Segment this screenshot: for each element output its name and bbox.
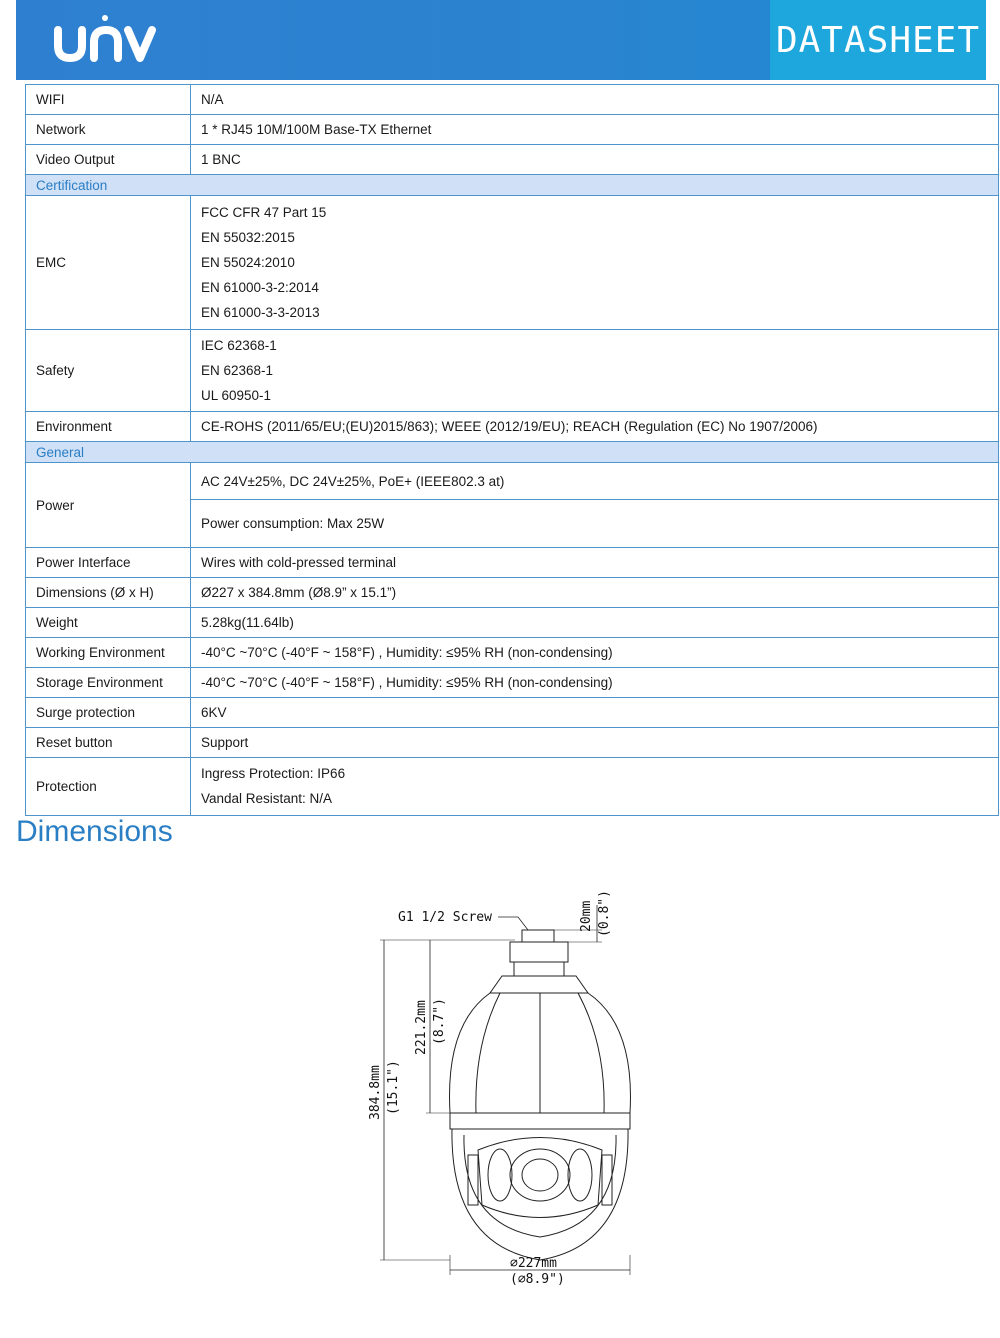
spec-value-line: IEC 62368-1 — [201, 338, 277, 353]
spec-label: Power — [26, 463, 191, 548]
spec-label: Safety — [26, 330, 191, 412]
spec-label: WIFI — [26, 85, 191, 115]
spec-value-line: EN 62368-1 — [201, 363, 274, 378]
section-title-certification: Certification — [26, 175, 999, 196]
spec-label: Environment — [26, 412, 191, 442]
spec-value-line: EN 55032:2015 — [201, 230, 295, 245]
table-row — [26, 608, 999, 638]
table-row — [26, 145, 999, 175]
spec-label: EMC — [26, 196, 191, 330]
spec-label: Reset button — [26, 728, 191, 758]
spec-label: Working Environment — [26, 638, 191, 668]
diameter-dim-in: (∅8.9") — [510, 1272, 565, 1287]
diameter-dim-mm: ∅227mm — [510, 1256, 557, 1271]
unv-logo — [50, 10, 160, 70]
table-row — [26, 728, 999, 758]
table-row — [26, 668, 999, 698]
total-dim-in: (15.1") — [386, 1060, 401, 1115]
spec-value-list — [191, 196, 999, 330]
section-title-general: General — [26, 442, 999, 463]
spec-value: 5.28kg(11.64lb) — [191, 608, 999, 638]
spec-value: 1 BNC — [191, 145, 999, 175]
spec-value-line: EN 61000-3-3-2013 — [201, 305, 320, 320]
spec-label: Storage Environment — [26, 668, 191, 698]
spec-value: Ø227 x 384.8mm (Ø8.9” x 15.1”) — [191, 578, 999, 608]
spec-value: -40°C ~70°C (-40°F ~ 158°F) , Humidity: ≤95% RH (non-condensing) — [191, 668, 999, 698]
spec-value-line: EN 61000-3-2:2014 — [201, 280, 319, 295]
spec-value: Support — [191, 728, 999, 758]
table-row — [26, 638, 999, 668]
spec-value-line: Ingress Protection: IP66 — [201, 766, 346, 781]
section-header-row — [26, 175, 999, 196]
spec-label: Dimensions (Ø x H) — [26, 578, 191, 608]
table-row — [26, 463, 999, 548]
table-row — [26, 758, 999, 816]
mount-screw — [522, 930, 554, 942]
table-row — [26, 85, 999, 115]
spec-value-line: Power consumption: Max 25W — [201, 516, 385, 531]
table-row — [26, 115, 999, 145]
table-row — [26, 578, 999, 608]
spec-label: Protection — [26, 758, 191, 816]
spec-table — [25, 84, 999, 816]
total-dim-mm: 384.8mm — [368, 1065, 383, 1120]
spec-value-list — [191, 330, 999, 412]
spec-value: CE-ROHS (2011/65/EU;(EU)2015/863); WEEE (2012/19/EU); REACH (Regulation (EC) No 1907/2006) — [191, 412, 999, 442]
spec-value: Wires with cold-pressed terminal — [191, 548, 999, 578]
table-row — [26, 330, 999, 412]
section-header-row — [26, 442, 999, 463]
mount-collar — [510, 942, 568, 962]
camera-lens — [510, 1149, 570, 1201]
spec-label: Weight — [26, 608, 191, 638]
upper-dim-in: (8.7") — [432, 998, 447, 1045]
spec-value: 6KV — [191, 698, 999, 728]
spec-value-line: AC 24V±25%, DC 24V±25%, PoE+ (IEEE802.3 at) — [191, 463, 998, 500]
dimensions-title: Dimensions — [16, 815, 173, 848]
spec-value-line: Vandal Resistant: N/A — [201, 791, 333, 806]
datasheet-label: DATASHEET — [770, 0, 986, 80]
spec-label: Video Output — [26, 145, 191, 175]
top-dim-mm: 20mm — [579, 900, 594, 932]
spec-value-line: UL 60950-1 — [201, 388, 272, 403]
table-row — [26, 548, 999, 578]
screw-label: G1 1/2 Screw — [398, 910, 492, 925]
spec-value-list — [191, 758, 999, 816]
spec-value-line: EN 55024:2010 — [201, 255, 295, 270]
spec-value-list — [191, 463, 999, 548]
table-row — [26, 412, 999, 442]
spec-value: N/A — [191, 85, 999, 115]
dimension-drawing — [350, 875, 660, 1295]
spec-label: Power Interface — [26, 548, 191, 578]
spec-label: Surge protection — [26, 698, 191, 728]
spec-value: 1 * RJ45 10M/100M Base-TX Ethernet — [191, 115, 999, 145]
page-header — [16, 0, 986, 80]
top-dim-in: (0.8") — [597, 890, 612, 937]
table-row — [26, 698, 999, 728]
upper-dim-mm: 221.2mm — [414, 1000, 429, 1055]
table-row — [26, 196, 999, 330]
spec-label: Network — [26, 115, 191, 145]
spec-value: -40°C ~70°C (-40°F ~ 158°F) , Humidity: ≤95% RH (non-condensing) — [191, 638, 999, 668]
spec-value-line: FCC CFR 47 Part 15 — [201, 205, 327, 220]
